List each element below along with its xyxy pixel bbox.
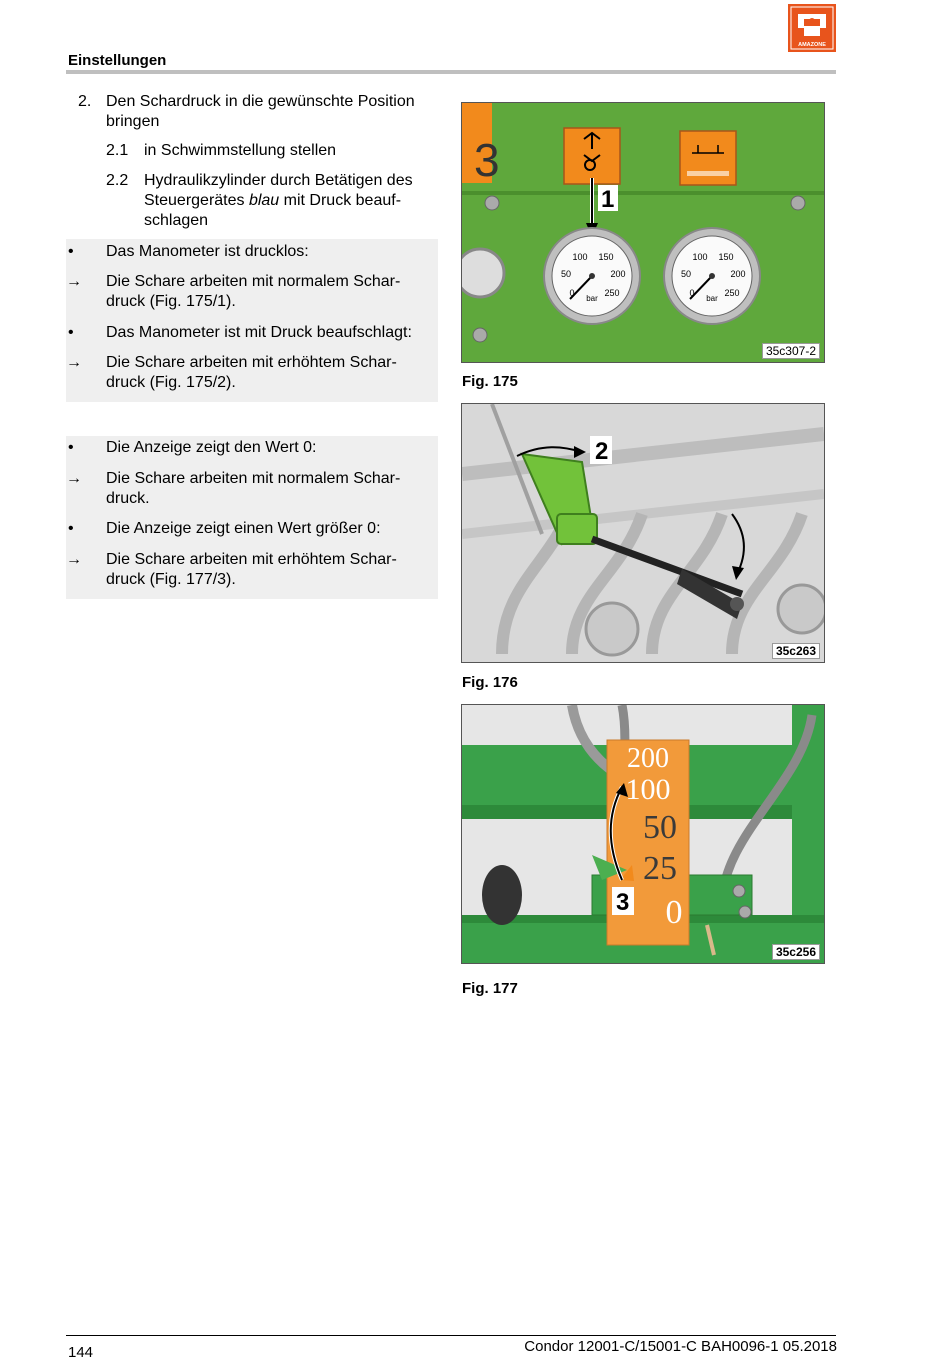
note1-bullet2: Das Manometer ist mit Druck beaufschlagt: bbox=[106, 324, 412, 341]
header-rule bbox=[66, 70, 836, 74]
note2-result2-line1: Die Schare arbeiten mit erhöhtem Schar- bbox=[106, 551, 397, 568]
svg-text:25: 25 bbox=[643, 850, 677, 887]
svg-text:200: 200 bbox=[730, 269, 746, 279]
note-box-manometer bbox=[66, 239, 438, 402]
step-2-2-line1: Hydraulikzylinder durch Betätigen des bbox=[144, 172, 413, 189]
note1-result2-line1: Die Schare arbeiten mit erhöhtem Schar- bbox=[106, 354, 397, 371]
figure-177-caption: Fig. 177 bbox=[462, 980, 518, 997]
bullet-icon: • bbox=[68, 243, 74, 260]
svg-text:50: 50 bbox=[680, 269, 692, 279]
svg-text:bar: bar bbox=[706, 294, 718, 303]
figure-175-caption: Fig. 175 bbox=[462, 373, 518, 390]
svg-text:100: 100 bbox=[692, 252, 708, 262]
note2-bullet1: Die Anzeige zeigt den Wert 0: bbox=[106, 439, 317, 456]
svg-text:50: 50 bbox=[643, 809, 677, 846]
svg-text:0: 0 bbox=[665, 894, 683, 931]
step-2-2-number: 2.2 bbox=[106, 172, 129, 189]
note1-result1-line1: Die Schare arbeiten mit normalem Schar- bbox=[106, 273, 401, 290]
step-2-number: 2. bbox=[78, 93, 92, 110]
svg-text:200: 200 bbox=[610, 269, 626, 279]
arrow-right-icon: → bbox=[66, 273, 82, 290]
svg-text:0: 0 bbox=[689, 288, 695, 298]
section-title: Einstellungen bbox=[68, 52, 167, 69]
figure-177-code: 35c256 bbox=[772, 944, 820, 960]
document-id: Condor 12001-C/15001-C BAH0096-1 05.2018 bbox=[524, 1338, 837, 1355]
note1-result2-line2: druck (Fig. 175/2). bbox=[106, 374, 236, 391]
page-number: 144 bbox=[68, 1344, 94, 1361]
bullet-icon: • bbox=[68, 324, 74, 341]
note2-result1-line1: Die Schare arbeiten mit normalem Schar- bbox=[106, 470, 401, 487]
svg-text:bar: bar bbox=[586, 294, 598, 303]
step-2-2-line2: Steuergerätes blau mit Druck beauf- bbox=[144, 192, 402, 209]
svg-text:150: 150 bbox=[598, 252, 614, 262]
svg-text:3: 3 bbox=[616, 889, 630, 916]
svg-text:100: 100 bbox=[572, 252, 588, 262]
figure-175-manometers bbox=[461, 102, 825, 363]
svg-text:2: 2 bbox=[595, 438, 609, 465]
figure-175-code: 35c307-2 bbox=[762, 343, 820, 359]
figure-176-lever bbox=[461, 403, 825, 663]
svg-text:0: 0 bbox=[569, 288, 575, 298]
figure-176-caption: Fig. 176 bbox=[462, 674, 518, 691]
svg-text:150: 150 bbox=[718, 252, 734, 262]
note2-bullet2: Die Anzeige zeigt einen Wert größer 0: bbox=[106, 520, 381, 537]
step-2-1-text: in Schwimmstellung stellen bbox=[144, 142, 337, 159]
step-2-2-line3: schlagen bbox=[144, 212, 209, 229]
bullet-icon: • bbox=[68, 520, 74, 537]
note2-result1-line2: druck. bbox=[106, 490, 150, 507]
svg-text:250: 250 bbox=[724, 288, 740, 298]
bullet-icon: • bbox=[68, 439, 74, 456]
note2-result2-line2: druck (Fig. 177/3). bbox=[106, 571, 236, 588]
svg-text:3: 3 bbox=[474, 134, 500, 186]
arrow-right-icon: → bbox=[66, 551, 82, 568]
svg-text:200: 200 bbox=[627, 743, 669, 774]
step-2-line1: Den Schardruck in die gewünschte Position bbox=[106, 93, 415, 110]
note1-bullet1: Das Manometer ist drucklos: bbox=[106, 243, 309, 260]
svg-text:250: 250 bbox=[604, 288, 620, 298]
svg-text:1: 1 bbox=[601, 186, 615, 213]
arrow-right-icon: → bbox=[66, 470, 82, 487]
arrow-right-icon: → bbox=[66, 354, 82, 371]
svg-text:100: 100 bbox=[625, 773, 671, 806]
figure-176-code: 35c263 bbox=[772, 643, 820, 659]
blau-emphasis: blau bbox=[248, 192, 280, 209]
figure-177-scale bbox=[461, 704, 825, 964]
step-2-1-number: 2.1 bbox=[106, 142, 129, 159]
amazone-logo bbox=[788, 4, 836, 52]
note1-result1-line2: druck (Fig. 175/1). bbox=[106, 293, 236, 310]
footer-rule bbox=[66, 1335, 836, 1336]
step-2-line2: bringen bbox=[106, 113, 160, 130]
note-box-indicator bbox=[66, 436, 438, 599]
svg-text:AMAZONE: AMAZONE bbox=[798, 42, 826, 48]
svg-text:50: 50 bbox=[560, 269, 572, 279]
